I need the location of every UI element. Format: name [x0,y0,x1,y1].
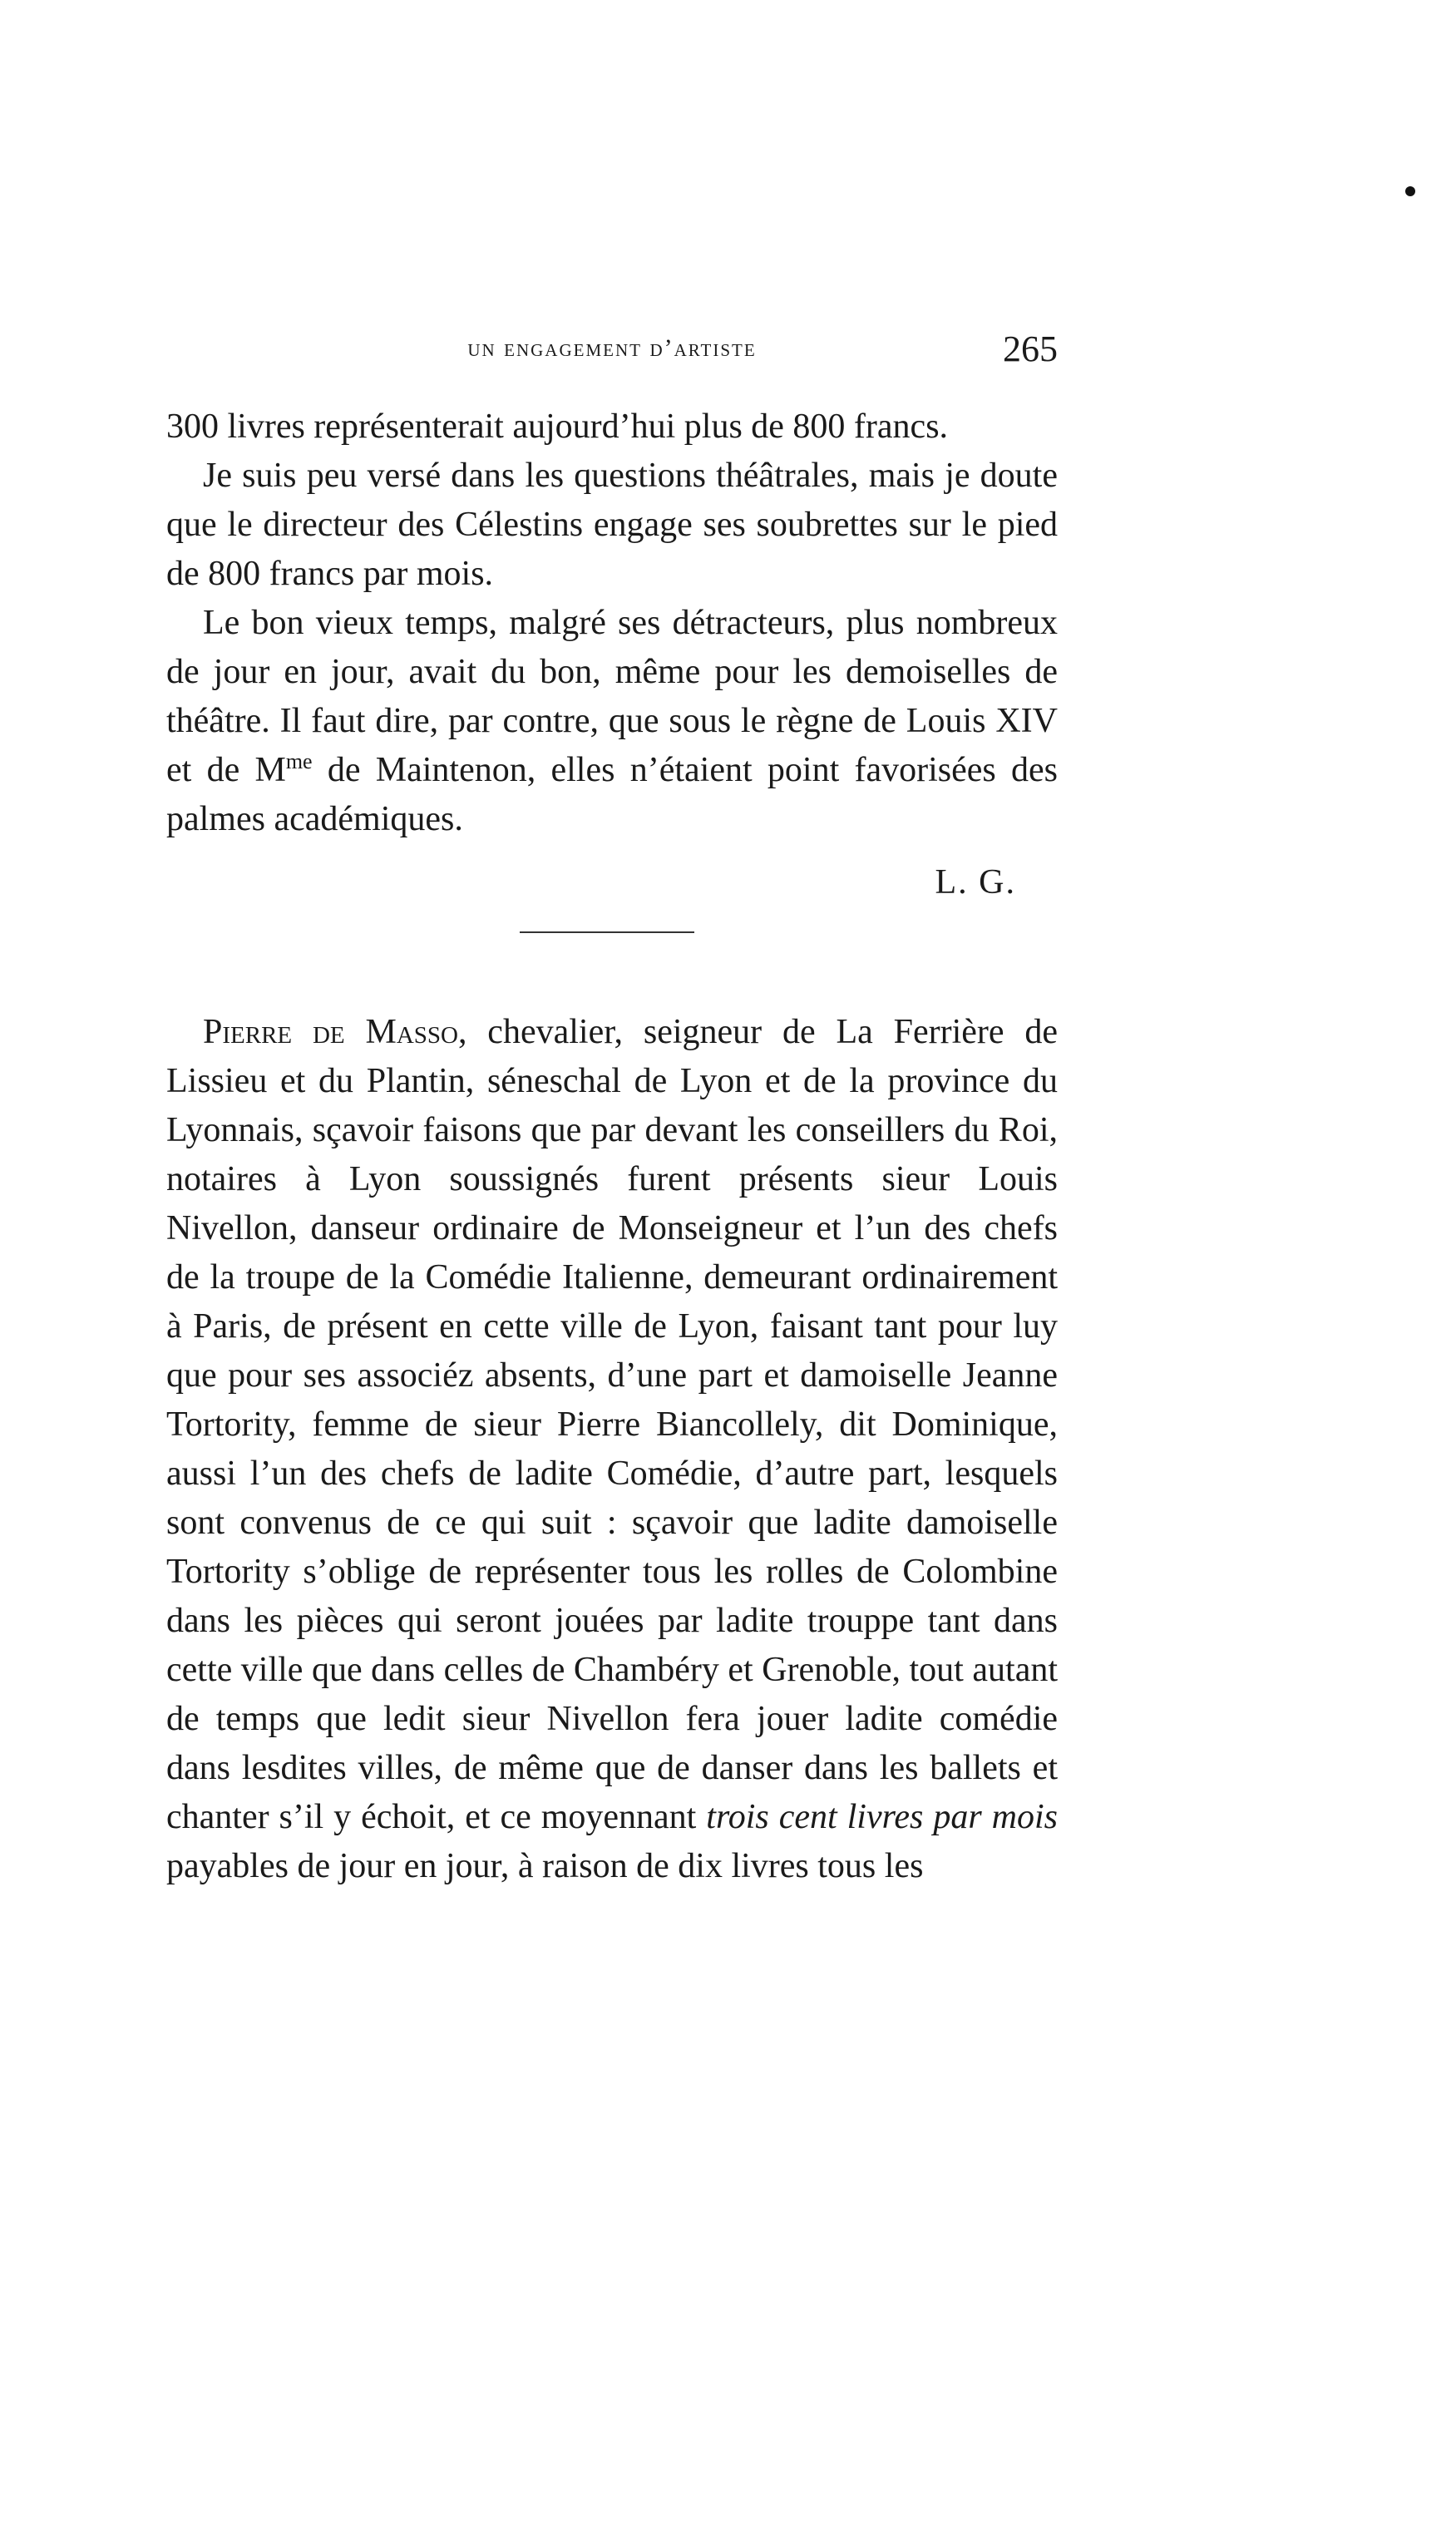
section-divider [520,931,694,933]
signature-initials: L. G. [935,863,1016,901]
commentary-paragraph-3-end: de Maintenon, elles n’étaient point favorisées des palmes académiques. [166,751,1059,838]
ink-speck [1405,186,1415,196]
running-title: un engagement d’artiste [467,334,757,362]
superscript-me: me [285,749,313,773]
commentary-paragraph-3 [166,599,1058,844]
commentary-paragraph-2: Je suis peu versé dans les questions théâtrales, mais je doute que le directeur des Célestins engage ses soubrettes sur le pied de 800 francs par mois. [166,457,1058,593]
historical-document [166,1008,1058,1891]
commentary-section [166,403,1058,844]
document-name-lead: Pierre de Masso, [203,1013,467,1051]
page-header [166,328,1058,378]
document-text-part-1: chevalier, seigneur de La Ferrière de Lissieu et du Plantin, séneschal de Lyon et de la province du Lyonnais, sçavoir faisons que par devant les conseillers du Roi, notaires à Lyon soussignés furent présents sieur Louis Nivellon, danseur ordinaire de Monseigneur et l’un des chefs de la troupe de la Comédie Italienne, demeurant ordinairement à Paris, de présent en cette ville de Lyon, faisant tant pour luy que pour ses associéz absents, d’une part et damoiselle Jeanne Tortority, femme de sieur Pierre Biancollely, dit Dominique, aussi l’un des chefs de ladite Comédie, d’autre part, lesquels sont convenus de ce qui suit : sçavoir que ladite damoiselle Tortority s’oblige de représenter tous les rolles de Colombine dans les pièces qui seront jouées par ladite trouppe tant dans cette ville que dans celles de Chambéry et Grenoble, tout autant de temps que ledit sieur Nivellon fera jouer ladite comédie dans lesdites villes, de même que de danser dans les ballets et chanter s’il y échoit, et ce moyennant [166,1013,1059,1836]
commentary-paragraph-3-start: Le bon vieux temps, malgré ses détracteurs, plus nombreux de jour en jour, avait du bon, même pour les demoiselles de théâtre. Il faut dire, par contre, que sous le règne de Louis XIV et de M [166,604,1058,789]
document-paragraph [166,1008,1058,1891]
commentary-paragraph-1: 300 livres représenterait aujourd’hui plus de 800 francs. [166,407,949,446]
page-number: 265 [1003,328,1058,369]
document-italic-phrase: trois cent livres par mois [706,1798,1058,1836]
document-text-part-2: payables de jour en jour, à raison de dix livres tous les [166,1847,924,1885]
